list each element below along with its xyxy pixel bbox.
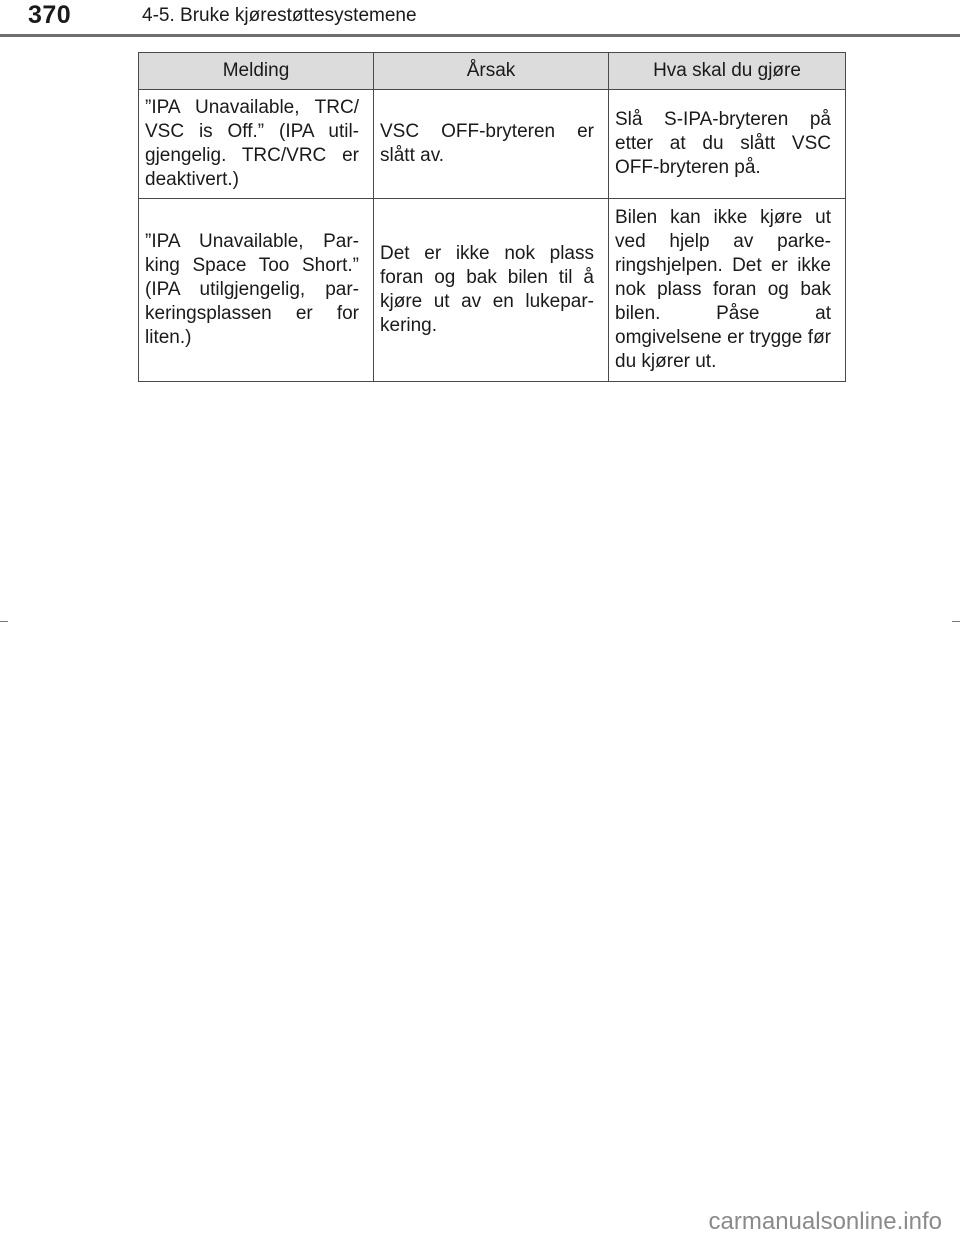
cell-melding: ”IPA Unavailable, Par- king Space Too Short.” (IPA utilgjengelig, par- keringsplassen er for liten.) [139,199,374,382]
cell-arsak: VSC OFF-bryteren er slått av. [374,90,609,199]
column-header-arsak: Årsak [374,53,609,90]
cell-arsak: Det er ikke nok plass foran og bak bilen til å kjøre ut av en lukepar- kering. [374,199,609,382]
table-row [139,90,846,199]
table-row [139,199,846,382]
header-divider [0,34,960,37]
table-header-row [139,53,846,90]
cell-tiltak: Slå S-IPA-bryteren på etter at du slått VSC OFF-bryteren på. [609,90,846,199]
watermark[interactable]: carmanualsonline.info [708,1208,942,1235]
crop-mark-left [0,621,8,622]
column-header-melding: Melding [139,53,374,90]
message-table [138,52,846,382]
cell-melding: ”IPA Unavailable, TRC/ VSC is Off.” (IPA util- gjengelig. TRC/VRC er deaktivert.) [139,90,374,199]
cell-tiltak: Bilen kan ikke kjøre ut ved hjelp av parke- ringshjelpen. Det er ikke nok plass foran og bak bilen. Påse at omgivelsene er trygge før du kjører ut. [609,199,846,382]
crop-mark-right [952,621,960,622]
column-header-tiltak: Hva skal du gjøre [609,53,846,90]
page-number: 370 [28,1,72,29]
section-title: 4-5. Bruke kjørestøttesystemene [142,5,417,26]
